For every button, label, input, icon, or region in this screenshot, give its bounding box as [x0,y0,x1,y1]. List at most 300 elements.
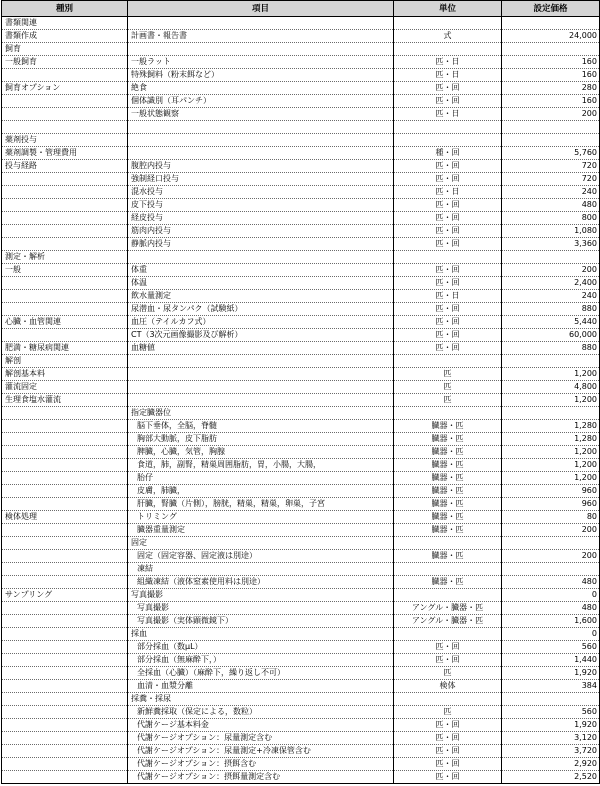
row-unit [394,121,502,134]
row-unit [394,537,502,550]
row-item [128,147,394,160]
row-category: 灌流固定 [2,381,128,394]
row-unit: 匹・回 [394,303,502,316]
row-unit: 匹 [394,394,502,407]
row-category [2,537,128,550]
row-category [2,238,128,251]
row-price [502,121,600,134]
row-unit: 臓器・匹 [394,472,502,485]
row-item: CT（3次元画像撮影及び解析） [128,329,394,342]
row-unit: 匹・回 [394,654,502,667]
table-row [2,342,600,355]
row-item: 血清・血漿分離 [128,680,394,693]
row-price: 2,920 [502,758,600,771]
row-category [2,329,128,342]
row-unit [394,355,502,368]
table-row [2,56,600,69]
row-unit: アングル・臓器・匹 [394,615,502,628]
table-row [2,758,600,771]
row-unit: 臓器・匹 [394,446,502,459]
row-category [2,108,128,121]
table-row [2,446,600,459]
table-row [2,537,600,550]
row-price: 1,280 [502,433,600,446]
row-unit: 匹・日 [394,56,502,69]
row-item: 計画書・報告書 [128,30,394,43]
row-category [2,602,128,615]
row-item: 経皮投与 [128,212,394,225]
row-unit: 臓器・匹 [394,498,502,511]
row-category [2,498,128,511]
row-category [2,667,128,680]
row-category [2,173,128,186]
table-row [2,706,600,719]
row-price [502,407,600,420]
header-unit: 単位 [394,1,502,17]
table-row [2,511,600,524]
row-item: 組織凍結（液体窒素使用料は別途） [128,576,394,589]
row-price: 560 [502,706,600,719]
row-unit: 匹 [394,706,502,719]
table-row [2,199,600,212]
row-item: 皮膚，肺臓， [128,485,394,498]
row-unit: 種・回 [394,147,502,160]
row-price [502,693,600,706]
table-row [2,719,600,732]
row-item: 尿潜血・尿タンパク（試験紙） [128,303,394,316]
row-unit: 匹・回 [394,641,502,654]
header-row [2,1,600,17]
row-price: 1,920 [502,667,600,680]
row-item: 個体識別（耳パンチ） [128,95,394,108]
table-row [2,82,600,95]
table-row [2,693,600,706]
row-unit [394,693,502,706]
header-price: 設定価格 [502,1,600,17]
table-row [2,264,600,277]
table-row [2,173,600,186]
table-row [2,212,600,225]
header-category: 種別 [2,1,128,17]
row-category [2,420,128,433]
row-category [2,719,128,732]
row-price: 880 [502,342,600,355]
row-item: 代謝ケージオプション：尿量測定含む [128,732,394,745]
row-item: 固定 [128,537,394,550]
row-unit [394,43,502,56]
row-price [502,134,600,147]
row-item [128,394,394,407]
row-category [2,303,128,316]
row-price: 160 [502,95,600,108]
table-row [2,17,600,30]
row-unit [394,628,502,641]
row-unit: 匹・回 [394,771,502,784]
table-row [2,433,600,446]
row-category [2,745,128,758]
row-item: 全採血（心臓）（麻酔下，繰り返し不可） [128,667,394,680]
row-unit: 匹・日 [394,290,502,303]
row-price: 880 [502,303,600,316]
row-price: 200 [502,264,600,277]
table-row [2,641,600,654]
row-price: 1,200 [502,368,600,381]
table-row [2,654,600,667]
row-category [2,576,128,589]
row-category [2,95,128,108]
table-row [2,160,600,173]
row-item: 新鮮糞採取（保定による，数粒） [128,706,394,719]
row-unit: 匹・回 [394,342,502,355]
row-category: 測定・解析 [2,251,128,264]
row-unit: 匹・回 [394,732,502,745]
row-item: 部分採血（数μL） [128,641,394,654]
row-category: 書類関連 [2,17,128,30]
row-unit: 匹・回 [394,316,502,329]
row-price: 480 [502,576,600,589]
price-table [1,0,600,784]
table-row [2,550,600,563]
table-row [2,680,600,693]
row-price: 720 [502,160,600,173]
row-price: 960 [502,485,600,498]
row-item: 写真撮影 [128,589,394,602]
row-unit [394,589,502,602]
row-price: 384 [502,680,600,693]
row-item: 血糖値 [128,342,394,355]
row-category [2,446,128,459]
table-row [2,95,600,108]
row-item [128,121,394,134]
row-unit [394,251,502,264]
table-row [2,420,600,433]
row-category [2,563,128,576]
row-item: 写真撮影 [128,602,394,615]
row-item [128,355,394,368]
table-row [2,576,600,589]
table-row [2,108,600,121]
row-price: 24,000 [502,30,600,43]
row-category [2,615,128,628]
row-item: 皮下投与 [128,199,394,212]
row-item [128,368,394,381]
row-price: 960 [502,498,600,511]
row-category [2,758,128,771]
table-row [2,771,600,784]
row-unit: 匹・日 [394,69,502,82]
row-price: 80 [502,511,600,524]
row-price: 4,800 [502,381,600,394]
row-item [128,43,394,56]
row-category [2,706,128,719]
row-category [2,641,128,654]
table-row [2,186,600,199]
row-unit: 匹・日 [394,108,502,121]
row-unit: 臓器・匹 [394,576,502,589]
row-category [2,732,128,745]
row-price: 1,200 [502,472,600,485]
row-unit: 匹 [394,381,502,394]
row-unit: 臓器・匹 [394,459,502,472]
row-item: 飲水量測定 [128,290,394,303]
row-item: 代謝ケージオプション：摂餌含む [128,758,394,771]
row-item: 脳下垂体，全脳，脊髄 [128,420,394,433]
table-row [2,381,600,394]
row-unit: 匹・回 [394,82,502,95]
row-unit: 匹・回 [394,264,502,277]
table-row [2,238,600,251]
row-item: 食道，肺，副腎，精巣周囲脂肪，胃，小腸，大腸， [128,459,394,472]
row-item: 腹腔内投与 [128,160,394,173]
row-price: 160 [502,69,600,82]
row-item: 体温 [128,277,394,290]
row-item: トリミング [128,511,394,524]
table-row [2,134,600,147]
row-category: 検体処理 [2,511,128,524]
row-price: 1,600 [502,615,600,628]
row-category [2,485,128,498]
row-item [128,17,394,30]
row-category [2,69,128,82]
row-unit: 匹・回 [394,212,502,225]
table-row [2,485,600,498]
row-category [2,407,128,420]
row-category: 肥満・糖尿病関連 [2,342,128,355]
table-row [2,225,600,238]
row-category: 薬剤調製・管理費用 [2,147,128,160]
row-item: 体重 [128,264,394,277]
row-category: 生理食塩水灌流 [2,394,128,407]
row-item: 採血 [128,628,394,641]
table-row [2,667,600,680]
row-item: 指定臓器位 [128,407,394,420]
row-unit: アングル・臓器・匹 [394,602,502,615]
row-unit: 匹・回 [394,745,502,758]
row-unit: 臓器・匹 [394,420,502,433]
table-row [2,303,600,316]
row-price: 0 [502,628,600,641]
row-item: 絶食 [128,82,394,95]
table-row [2,43,600,56]
row-unit: 匹・回 [394,719,502,732]
row-unit: 検体 [394,680,502,693]
row-category [2,433,128,446]
row-category: 一般 [2,264,128,277]
row-item: 特殊飼料（粉末餌など） [128,69,394,82]
row-price: 200 [502,108,600,121]
row-unit [394,563,502,576]
row-category [2,628,128,641]
table-row [2,69,600,82]
row-category: 心臓・血管関連 [2,316,128,329]
row-price [502,563,600,576]
row-price: 1,280 [502,420,600,433]
row-unit [394,17,502,30]
row-price: 240 [502,186,600,199]
row-unit: 匹 [394,667,502,680]
row-price [502,537,600,550]
table-row [2,368,600,381]
row-item: 臓器重量測定 [128,524,394,537]
row-price: 1,200 [502,446,600,459]
header-item: 項目 [128,1,394,17]
row-item: 胸部大動脈，皮下脂肪 [128,433,394,446]
row-item: 採糞・採尿 [128,693,394,706]
row-price: 1,200 [502,459,600,472]
row-price [502,43,600,56]
row-unit: 匹・回 [394,199,502,212]
row-price: 60,000 [502,329,600,342]
row-price: 2,400 [502,277,600,290]
row-price: 480 [502,602,600,615]
table-row [2,498,600,511]
table-row [2,290,600,303]
row-category [2,771,128,784]
row-price: 560 [502,641,600,654]
row-price: 2,520 [502,771,600,784]
row-price: 3,720 [502,745,600,758]
table-row [2,407,600,420]
row-unit: 匹・回 [394,95,502,108]
row-category: 一般飼育 [2,56,128,69]
row-category: 書類作成 [2,30,128,43]
table-row [2,355,600,368]
row-unit: 匹 [394,368,502,381]
row-category: 解剖 [2,355,128,368]
row-category [2,199,128,212]
table-row [2,251,600,264]
row-category [2,654,128,667]
row-unit: 匹・回 [394,160,502,173]
row-category [2,212,128,225]
row-category [2,524,128,537]
row-price: 3,120 [502,732,600,745]
row-category: 解剖基本料 [2,368,128,381]
table-row [2,589,600,602]
row-category: 飼育 [2,43,128,56]
row-unit: 匹・回 [394,277,502,290]
row-category [2,186,128,199]
row-price: 160 [502,56,600,69]
row-unit: 匹・回 [394,225,502,238]
row-category: 薬剤投与 [2,134,128,147]
table-row [2,732,600,745]
row-unit: 式 [394,30,502,43]
row-price: 200 [502,550,600,563]
row-unit: 匹・回 [394,758,502,771]
table-row [2,628,600,641]
row-item: 胎仔 [128,472,394,485]
row-price: 5,760 [502,147,600,160]
row-price: 1,080 [502,225,600,238]
row-price: 3,360 [502,238,600,251]
row-item: 血圧（テイルカフ式） [128,316,394,329]
row-unit: 臓器・匹 [394,433,502,446]
row-category [2,277,128,290]
row-price: 480 [502,199,600,212]
table-row [2,602,600,615]
row-price: 1,200 [502,394,600,407]
row-category [2,680,128,693]
row-category [2,693,128,706]
row-unit: 臓器・匹 [394,511,502,524]
row-unit: 匹・回 [394,238,502,251]
row-item [128,251,394,264]
row-item: 代謝ケージオプション：摂餌量測定含む [128,771,394,784]
row-item: 混水投与 [128,186,394,199]
row-item: 一般状態観察 [128,108,394,121]
table-row [2,472,600,485]
row-unit [394,134,502,147]
row-item [128,134,394,147]
row-price [502,251,600,264]
row-category [2,121,128,134]
row-item: 脾臓，心臓，気管，胸腺 [128,446,394,459]
row-price: 800 [502,212,600,225]
row-price [502,355,600,368]
table-row [2,524,600,537]
table-row [2,745,600,758]
row-item: 代謝ケージオプション：尿量測定+冷凍保管含む [128,745,394,758]
row-item: 写真撮影（実体顕微鏡下） [128,615,394,628]
row-unit: 匹・回 [394,173,502,186]
row-item [128,381,394,394]
row-item: 一般ラット [128,56,394,69]
row-price [502,17,600,30]
row-unit: 臓器・匹 [394,485,502,498]
table-body [2,17,600,784]
row-price: 1,440 [502,654,600,667]
row-price: 1,920 [502,719,600,732]
row-category [2,472,128,485]
row-category: 投与経路 [2,160,128,173]
row-item: 固定（固定容器、固定液は別途） [128,550,394,563]
table-row [2,121,600,134]
row-unit: 匹・日 [394,186,502,199]
table-row [2,563,600,576]
row-unit: 臓器・匹 [394,524,502,537]
row-item: 代謝ケージ基本料金 [128,719,394,732]
table-row [2,147,600,160]
row-category: 飼育オプション [2,82,128,95]
row-item: 強制経口投与 [128,173,394,186]
row-category [2,459,128,472]
table-row [2,459,600,472]
row-unit: 臓器・匹 [394,550,502,563]
row-category [2,290,128,303]
table-row [2,329,600,342]
table-row [2,394,600,407]
row-item: 凍結 [128,563,394,576]
row-category: サンプリング [2,589,128,602]
row-unit [394,407,502,420]
row-price: 240 [502,290,600,303]
row-item: 筋肉内投与 [128,225,394,238]
row-price: 200 [502,524,600,537]
table-row [2,615,600,628]
row-price: 280 [502,82,600,95]
row-price: 0 [502,589,600,602]
row-item: 肝臓，腎臓（片側），膀胱，精巣，精巣，卵巣，子宮 [128,498,394,511]
row-category [2,225,128,238]
row-price: 5,440 [502,316,600,329]
row-item: 部分採血（無麻酔下，） [128,654,394,667]
table-row [2,316,600,329]
row-category [2,550,128,563]
row-price: 720 [502,173,600,186]
row-item: 静脈内投与 [128,238,394,251]
table-row [2,277,600,290]
